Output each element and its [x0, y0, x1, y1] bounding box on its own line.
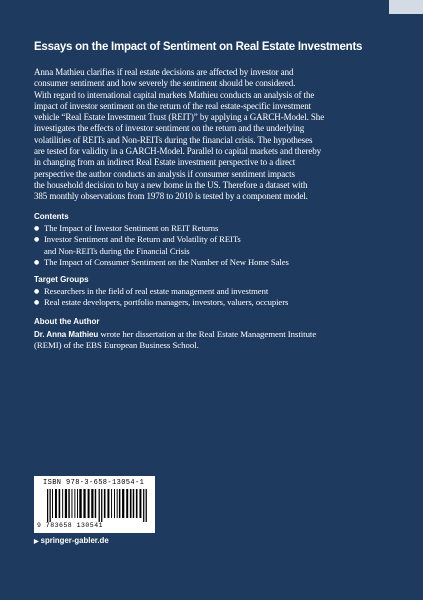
list-item-text: The Impact of Consumer Sentiment on the Number of New Home Sales — [44, 256, 289, 267]
list-item-text: and Non-REITs during the Financial Crisis — [44, 245, 190, 256]
blurb-line: the household decision to buy a new home in the US. Therefore a dataset with — [34, 179, 308, 190]
list-item — [34, 297, 380, 308]
barcode-bar — [83, 489, 85, 518]
barcode-bar — [130, 489, 132, 518]
blurb-line: are tested for validity in a GARCH-Model. Parallel to capital markets and thereby — [34, 146, 322, 157]
publisher-url-text: springer-gabler.de — [40, 536, 109, 545]
list-item — [34, 223, 380, 234]
bullet-dot-icon: ● — [34, 236, 40, 244]
barcode-bar — [107, 489, 109, 518]
contents-list — [34, 223, 380, 268]
barcode-bar — [77, 489, 78, 518]
barcode-bar — [91, 489, 93, 518]
about-author-heading: About the Author — [34, 317, 100, 326]
top-right-tab-stripe — [389, 0, 423, 14]
blurb-line: With regard to international capital markets Mathieu conducts an analysis of the — [34, 89, 315, 100]
list-item-text: The Impact of Investor Sentiment on REIT Returns — [44, 223, 219, 233]
author-name: Dr. Anna Mathieu — [34, 330, 99, 339]
publisher-url[interactable] — [34, 536, 109, 547]
barcode-bar — [52, 489, 53, 518]
book-title: Essays on the Impact of Sentiment on Real Estate Investments — [34, 41, 363, 53]
barcode-bar — [101, 489, 102, 522]
isbn-barcode — [34, 476, 155, 533]
barcode-bar — [99, 489, 100, 522]
isbn-label: ISBN 978-3-658-13054-1 — [43, 479, 145, 487]
barcode-bar — [47, 489, 48, 522]
bullet-dot-icon: ● — [34, 288, 40, 295]
contents-heading: Contents — [34, 212, 69, 221]
list-item — [34, 286, 380, 297]
barcode-bar — [114, 489, 115, 518]
barcode-bar — [65, 489, 67, 518]
blurb-line: vehicle “Real Estate Investment Trust (REIT)” by applying a GARCH-Model. She — [34, 112, 325, 123]
about-author-text — [34, 329, 380, 352]
barcode-bar — [146, 489, 147, 522]
barcode-bar — [59, 489, 61, 518]
barcode-bar — [74, 489, 75, 518]
blurb-line: volatilities of REITs and Non-REITs during the financial crisis. The hypotheses — [34, 134, 313, 145]
barcode-bar — [50, 489, 51, 522]
barcode-bar — [136, 489, 138, 518]
barcode-bar — [88, 489, 90, 518]
barcode-bar — [111, 489, 112, 518]
blurb-line: Anna Mathieu clarifies if real estate decisions are affected by investor and — [34, 67, 294, 77]
bullet-dot-icon: ● — [34, 258, 40, 266]
description-blurb — [34, 67, 380, 203]
blurb-line: impact of investor sentiment on the return of the real estate-specific investment — [34, 100, 312, 111]
barcode-digits: 9 783658 130541 — [37, 522, 104, 529]
blurb-line: 385 monthly observations from 1978 to 2010 is tested by a component model. — [34, 191, 308, 202]
barcode-bar — [71, 489, 72, 518]
barcode-bar — [55, 489, 57, 518]
barcode-bar — [79, 489, 81, 518]
blurb-line: consumer sentiment and how severely the sentiment should be considered. — [34, 78, 296, 89]
barcode-bar — [104, 489, 106, 518]
barcode-bar — [122, 489, 124, 518]
target-groups-heading: Target Groups — [34, 275, 89, 284]
barcode-bar — [139, 489, 141, 518]
barcode-bar — [68, 489, 69, 518]
list-item — [34, 257, 380, 268]
triangle-right-icon: ▶ — [34, 539, 39, 545]
author-line1: wrote her dissertation at the Real Estate Management Institute — [98, 329, 317, 339]
bullet-dot-icon: ● — [34, 225, 40, 232]
bullet-dot-icon: ● — [34, 299, 40, 307]
list-item-text: Investor Sentiment and the Return and Volatility of REITs — [44, 234, 241, 245]
blurb-line: investigates the effects of investor sentiment on the return and the underlying — [34, 123, 305, 134]
author-line2: (REMI) of the EBS European Business School. — [34, 340, 199, 351]
barcode-bar — [133, 489, 134, 518]
barcode-bar — [119, 489, 120, 518]
target-groups-list — [34, 286, 380, 309]
barcode-bar — [95, 489, 96, 518]
list-item-text: Researchers in the field of real estate management and investment — [44, 286, 269, 296]
barcode-bar — [62, 489, 63, 518]
barcode-bar — [126, 489, 128, 518]
barcode-bars — [47, 489, 147, 522]
barcode-bar — [117, 489, 118, 518]
list-item-text: Real estate developers, portfolio managers, investors, valuers, occupiers — [44, 297, 289, 308]
blurb-line: in changing from an indirect Real Estate investment perspective to a direct — [34, 157, 296, 168]
list-item — [34, 234, 380, 257]
blurb-line: perspective the author conducts an analysis if consumer sentiment impacts — [34, 168, 295, 179]
barcode-bar — [143, 489, 144, 522]
